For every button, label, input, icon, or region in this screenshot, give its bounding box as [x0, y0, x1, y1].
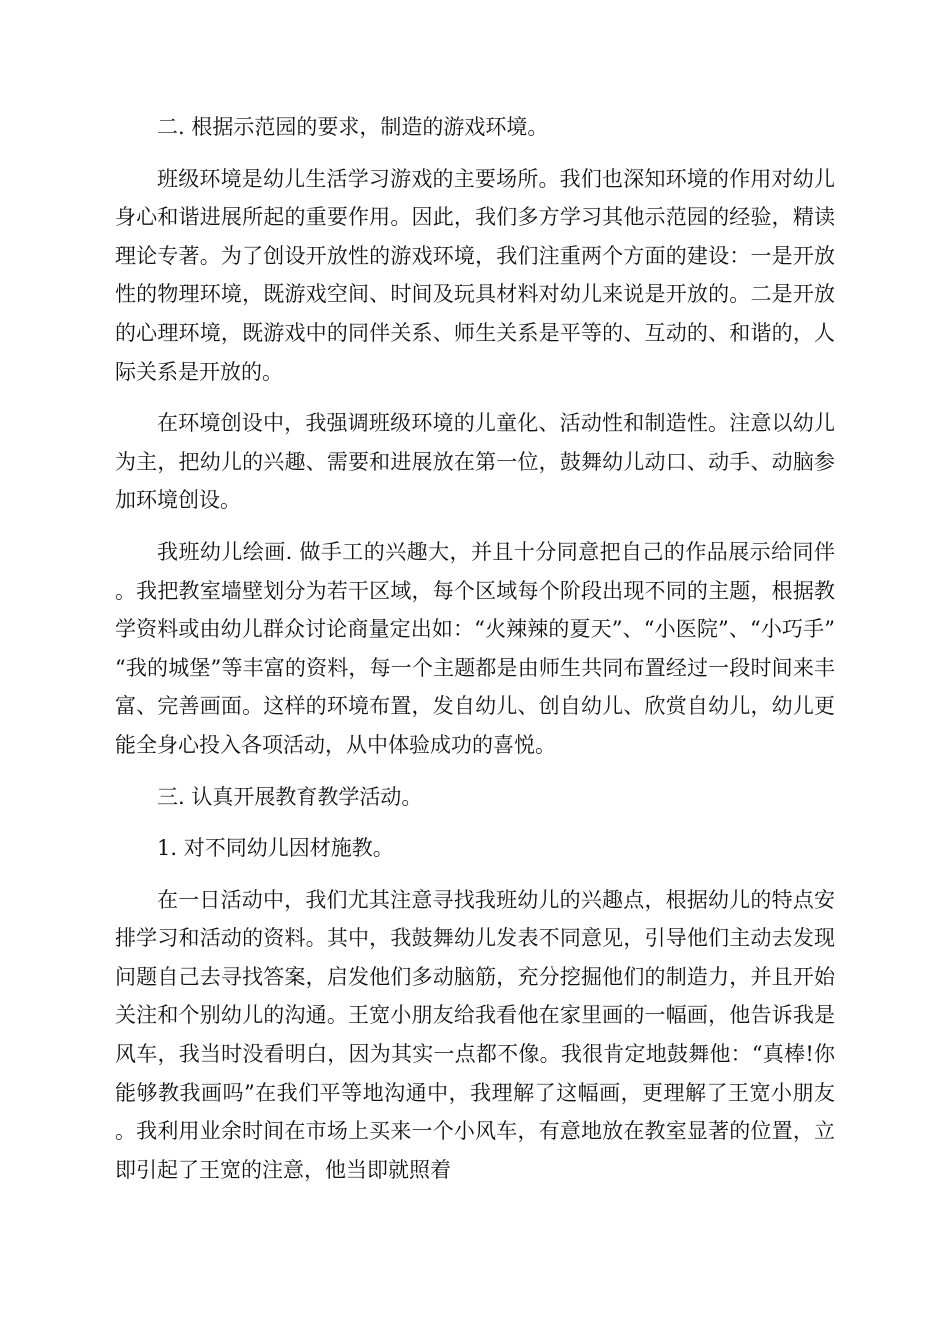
- subsection-heading-one: 1. 对不同幼儿因材施教。: [157, 836, 394, 861]
- document-page: [115, 108, 835, 1202]
- paragraph-individual-teaching: 在一日活动中，我们尤其注意寻找我班幼儿的兴趣点，根据幼儿的特点安排学习和活动的资料。其中，我鼓舞幼儿发表不同意见，引导他们主动去发现问题自己去寻找答案，启发他们多动脑筋，充分挖掘他们的制造力，并且开始关注和个别幼儿的沟通。王宽小朋友给我看他在家里画的一幅画，他告诉我是风车，我当时没看明白，因为其实一点都不像。我很肯定地鼓舞他：“真棒!你能够教我画吗”在我们平等地沟通中，我理解了这幅画，更理解了王宽小朋友。我利用业余时间在市场上买来一个小风车，有意地放在教室显著的位置，立即引起了王宽的注意，他当即就照着: [115, 887, 835, 1182]
- paragraph-wall-themes: 我班幼儿绘画. 做手工的兴趣大，并且十分同意把自己的作品展示给同伴。我把教室墙壁划分为若干区域，每个区域每个阶段出现不同的主题，根据教学资料或由幼儿群众讨论商量定出如：“火辣辣的夏天”、“小医院”、“小巧手”“我的城堡”等丰富的资料，每一个主题都是由师生共同布置经过一段时间来丰富、完善画面。这样的环境布置，发自幼儿、创自幼儿、欣赏自幼儿，幼儿更能全身心投入各项活动，从中体验成功的喜悦。: [115, 539, 835, 757]
- section-heading-two: 二. 根据示范园的要求，制造的游戏环境。: [157, 115, 549, 139]
- section-heading-three: 三. 认真开展教育教学活动。: [157, 784, 423, 809]
- paragraph-environment-creation: 在环境创设中，我强调班级环境的儿童化、活动性和制造性。注意以幼儿为主，把幼儿的兴趣、需要和进展放在第一位，鼓舞幼儿动口、动手、动脑参加环境创设。: [115, 411, 835, 513]
- paragraph-class-environment: 班级环境是幼儿生活学习游戏的主要场所。我们也深知环境的作用对幼儿身心和谐进展所起的重要作用。因此，我们多方学习其他示范园的经验，精读理论专著。为了创设开放性的游戏环境，我们注重两个方面的建设：一是开放性的物理环境，既游戏空间、时间及玩具材料对幼儿来说是开放的。二是开放的心理环境，既游戏中的同伴关系、师生关系是平等的、互动的、和谐的，人际关系是开放的。: [115, 166, 835, 384]
